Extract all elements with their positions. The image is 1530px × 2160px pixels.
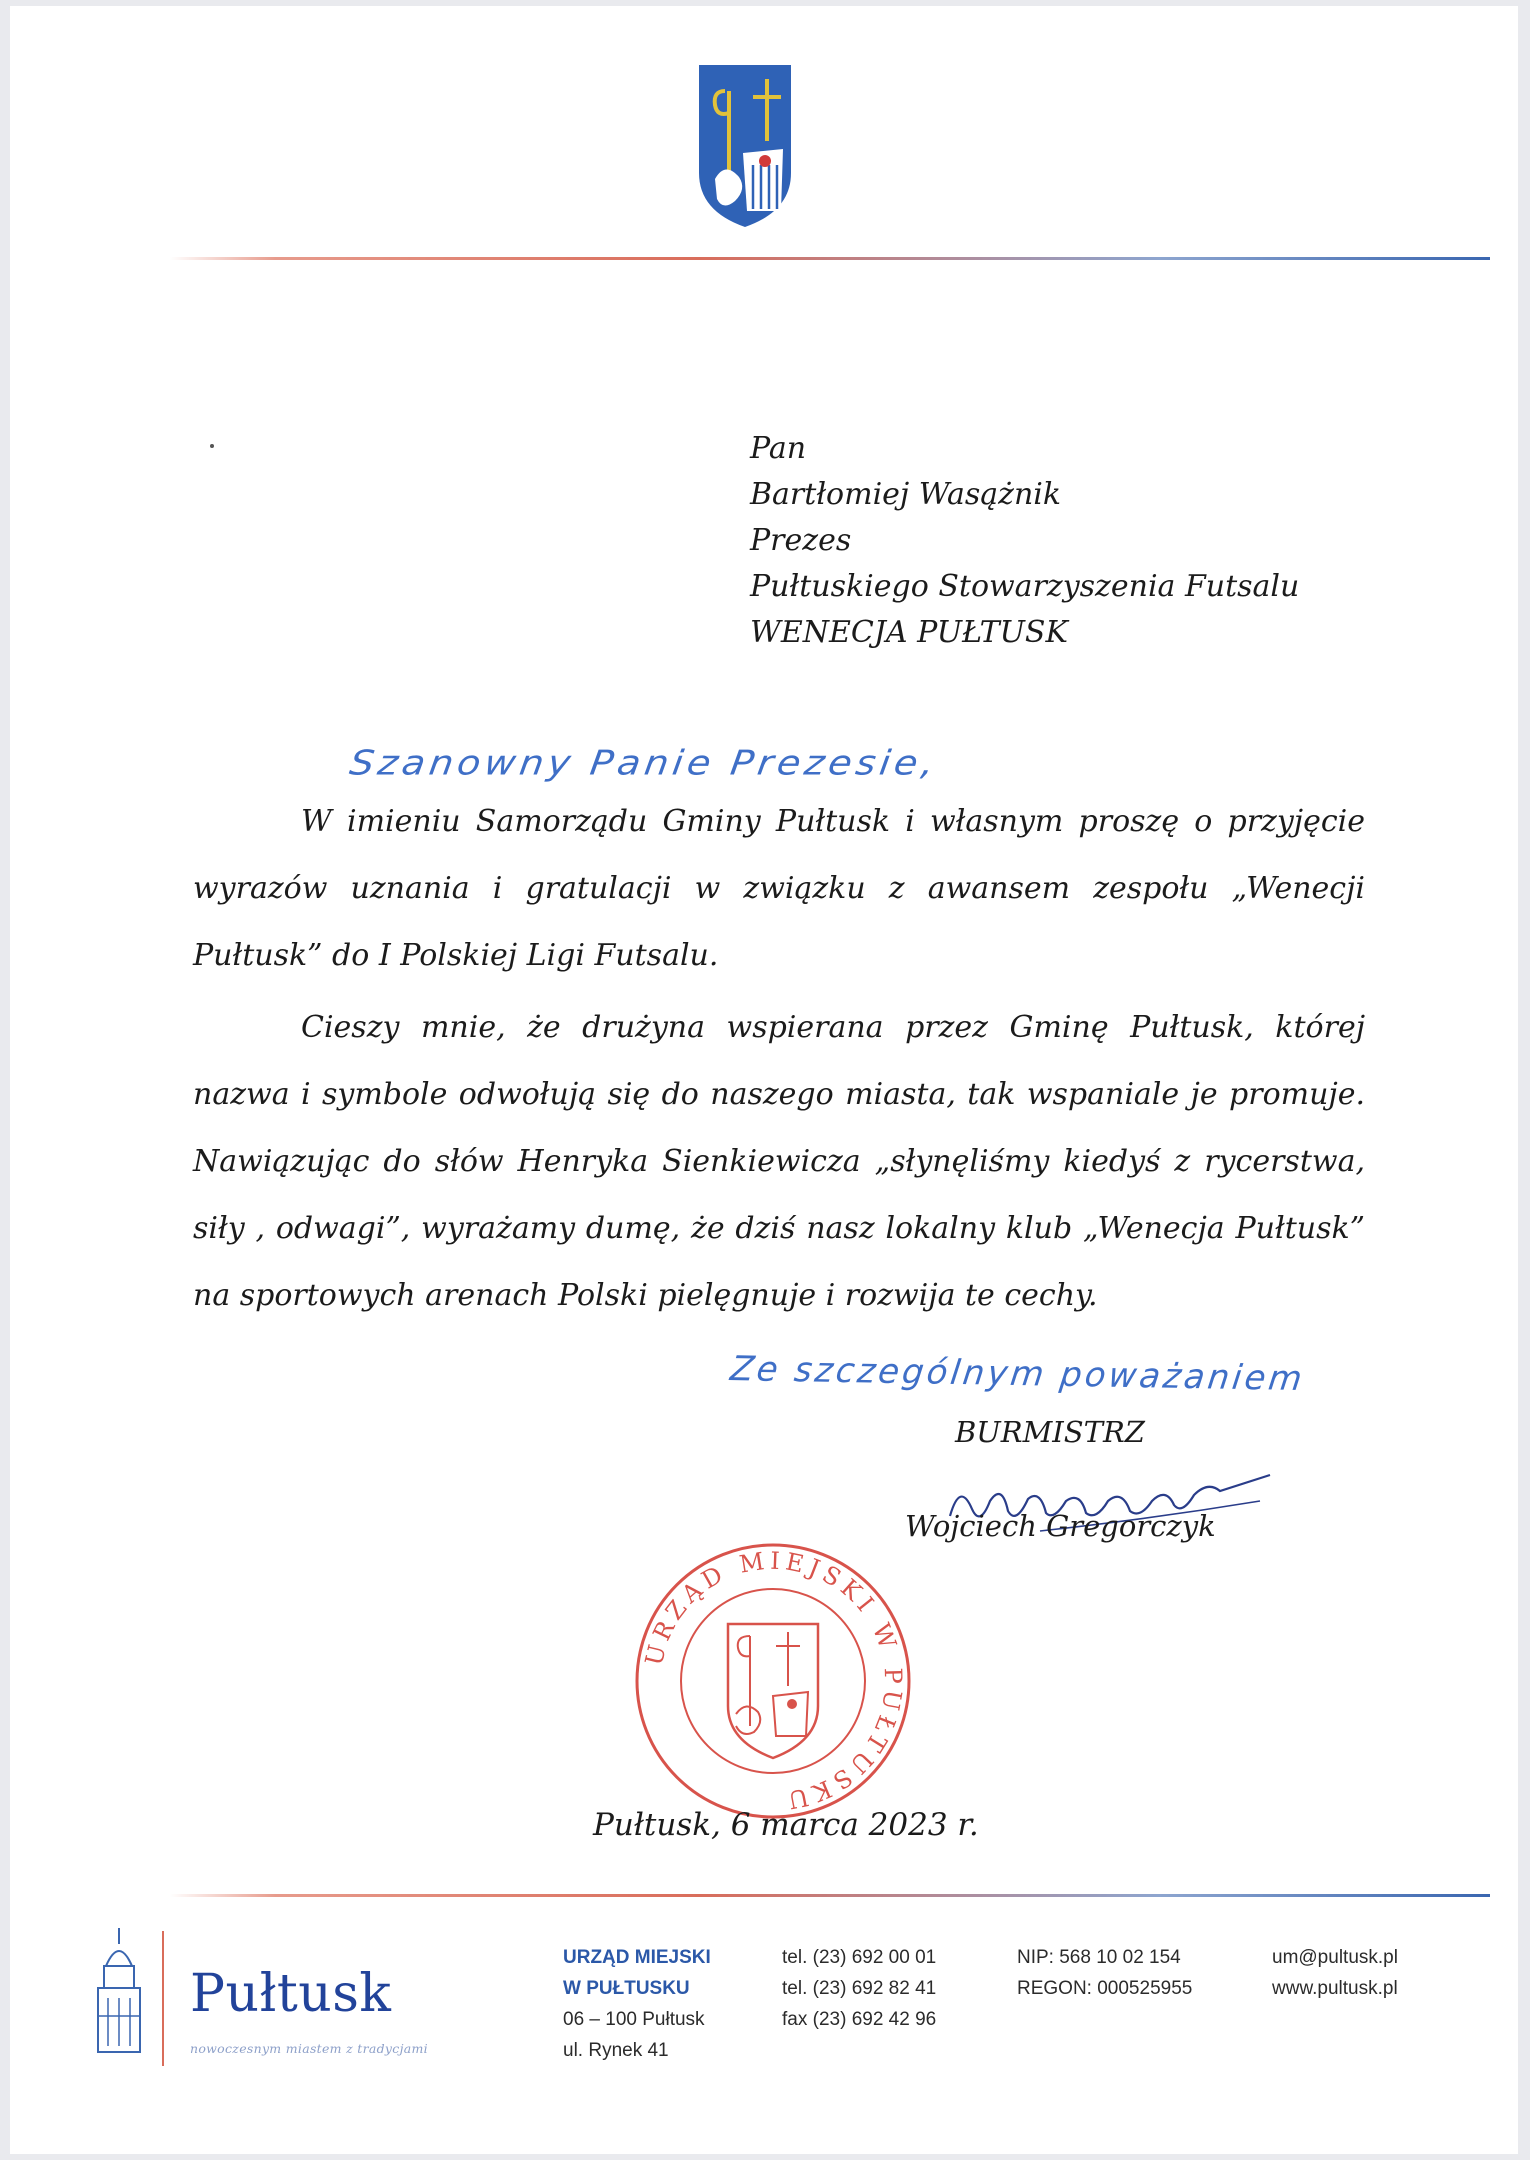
recipient-line: Pułtuskiego Stowarzyszenia Futsalu (750, 569, 1300, 604)
street-address: ul. Rynek 41 (563, 2040, 669, 2061)
letter-page (10, 6, 1518, 2154)
recipient-line: Pan (750, 431, 807, 466)
footer-address (563, 1942, 711, 2066)
svg-text:URZĄD MIEJSKI W PUŁTUSKU (640, 1546, 907, 1815)
footer-accent-line (162, 1931, 164, 2066)
office-name-2: W PUŁTUSKU (563, 1978, 690, 1999)
stamp-ring-text: URZĄD MIEJSKI W PUŁTUSKU (639, 1546, 908, 1815)
coat-of-arms-icon (695, 61, 795, 231)
recipient-line: WENECJA PUŁTUSK (750, 615, 1068, 650)
place-and-date: Pułtusk, 6 marca 2023 r. (593, 1807, 979, 1843)
footer-phones (782, 1942, 936, 2035)
recipient-line: Prezes (750, 523, 852, 558)
body-paragraph-2: Cieszy mnie, że drużyna wspierana przez Gminę Pułtusk, której nazwa i symbole odwołują się do naszego miasta, tak wspaniale je promuje. Nawiązując do słów Henryka Sienkiewicza „słynęliśmy kiedyś z rycerstwa, siły , odwagi”, wyrażamy dumę, że dziś nasz lokalny klub „Wenecja Pułtusk” na sportowych arenach Polski pielęgnuje i rozwija te cechy. (193, 1010, 1365, 1313)
recipient-block (750, 426, 1299, 656)
phone-1: tel. (23) 692 00 01 (782, 1947, 937, 1968)
phone-2: tel. (23) 692 82 41 (782, 1978, 937, 1999)
margin-dot (210, 444, 214, 448)
website-link[interactable]: www.pultusk.pl (1272, 1978, 1398, 1999)
signatory-title: BURMISTRZ (955, 1415, 1145, 1449)
footer-registry (1017, 1942, 1192, 2004)
footer-divider (170, 1894, 1490, 1897)
footer-contact (1272, 1942, 1398, 2004)
town-tower-icon (88, 1926, 150, 2056)
letterhead-divider (170, 257, 1490, 260)
official-stamp-icon (628, 1536, 918, 1826)
handwritten-closing: Ze szczególnym poważaniem (728, 1348, 1308, 1400)
regon-number: REGON: 000525955 (1017, 1978, 1193, 1999)
handwritten-greeting: Szanowny Panie Prezesie, (347, 743, 941, 783)
postal-code: 06 – 100 Pułtusk (563, 2009, 705, 2030)
office-name-1: URZĄD MIEJSKI (563, 1947, 711, 1968)
body-paragraph-1: W imieniu Samorządu Gminy Pułtusk i własnym proszę o przyjęcie wyrazów uznania i gratulacji w związku z awansem zespołu „Wenecji Pułtusk” do I Polskiej Ligi Futsalu. (193, 804, 1365, 973)
footer-tagline: nowoczesnym miastem z tradycjami (190, 2041, 428, 2056)
email-link[interactable]: um@pultusk.pl (1272, 1947, 1398, 1968)
signatory-name: Wojciech Gregorczyk (905, 1509, 1216, 1543)
fax-number: fax (23) 692 42 96 (782, 2009, 937, 2030)
footer-brand: Pułtusk (190, 1964, 392, 2024)
recipient-line: Bartłomiej Wasążnik (750, 477, 1062, 512)
nip-number: NIP: 568 10 02 154 (1017, 1947, 1181, 1968)
